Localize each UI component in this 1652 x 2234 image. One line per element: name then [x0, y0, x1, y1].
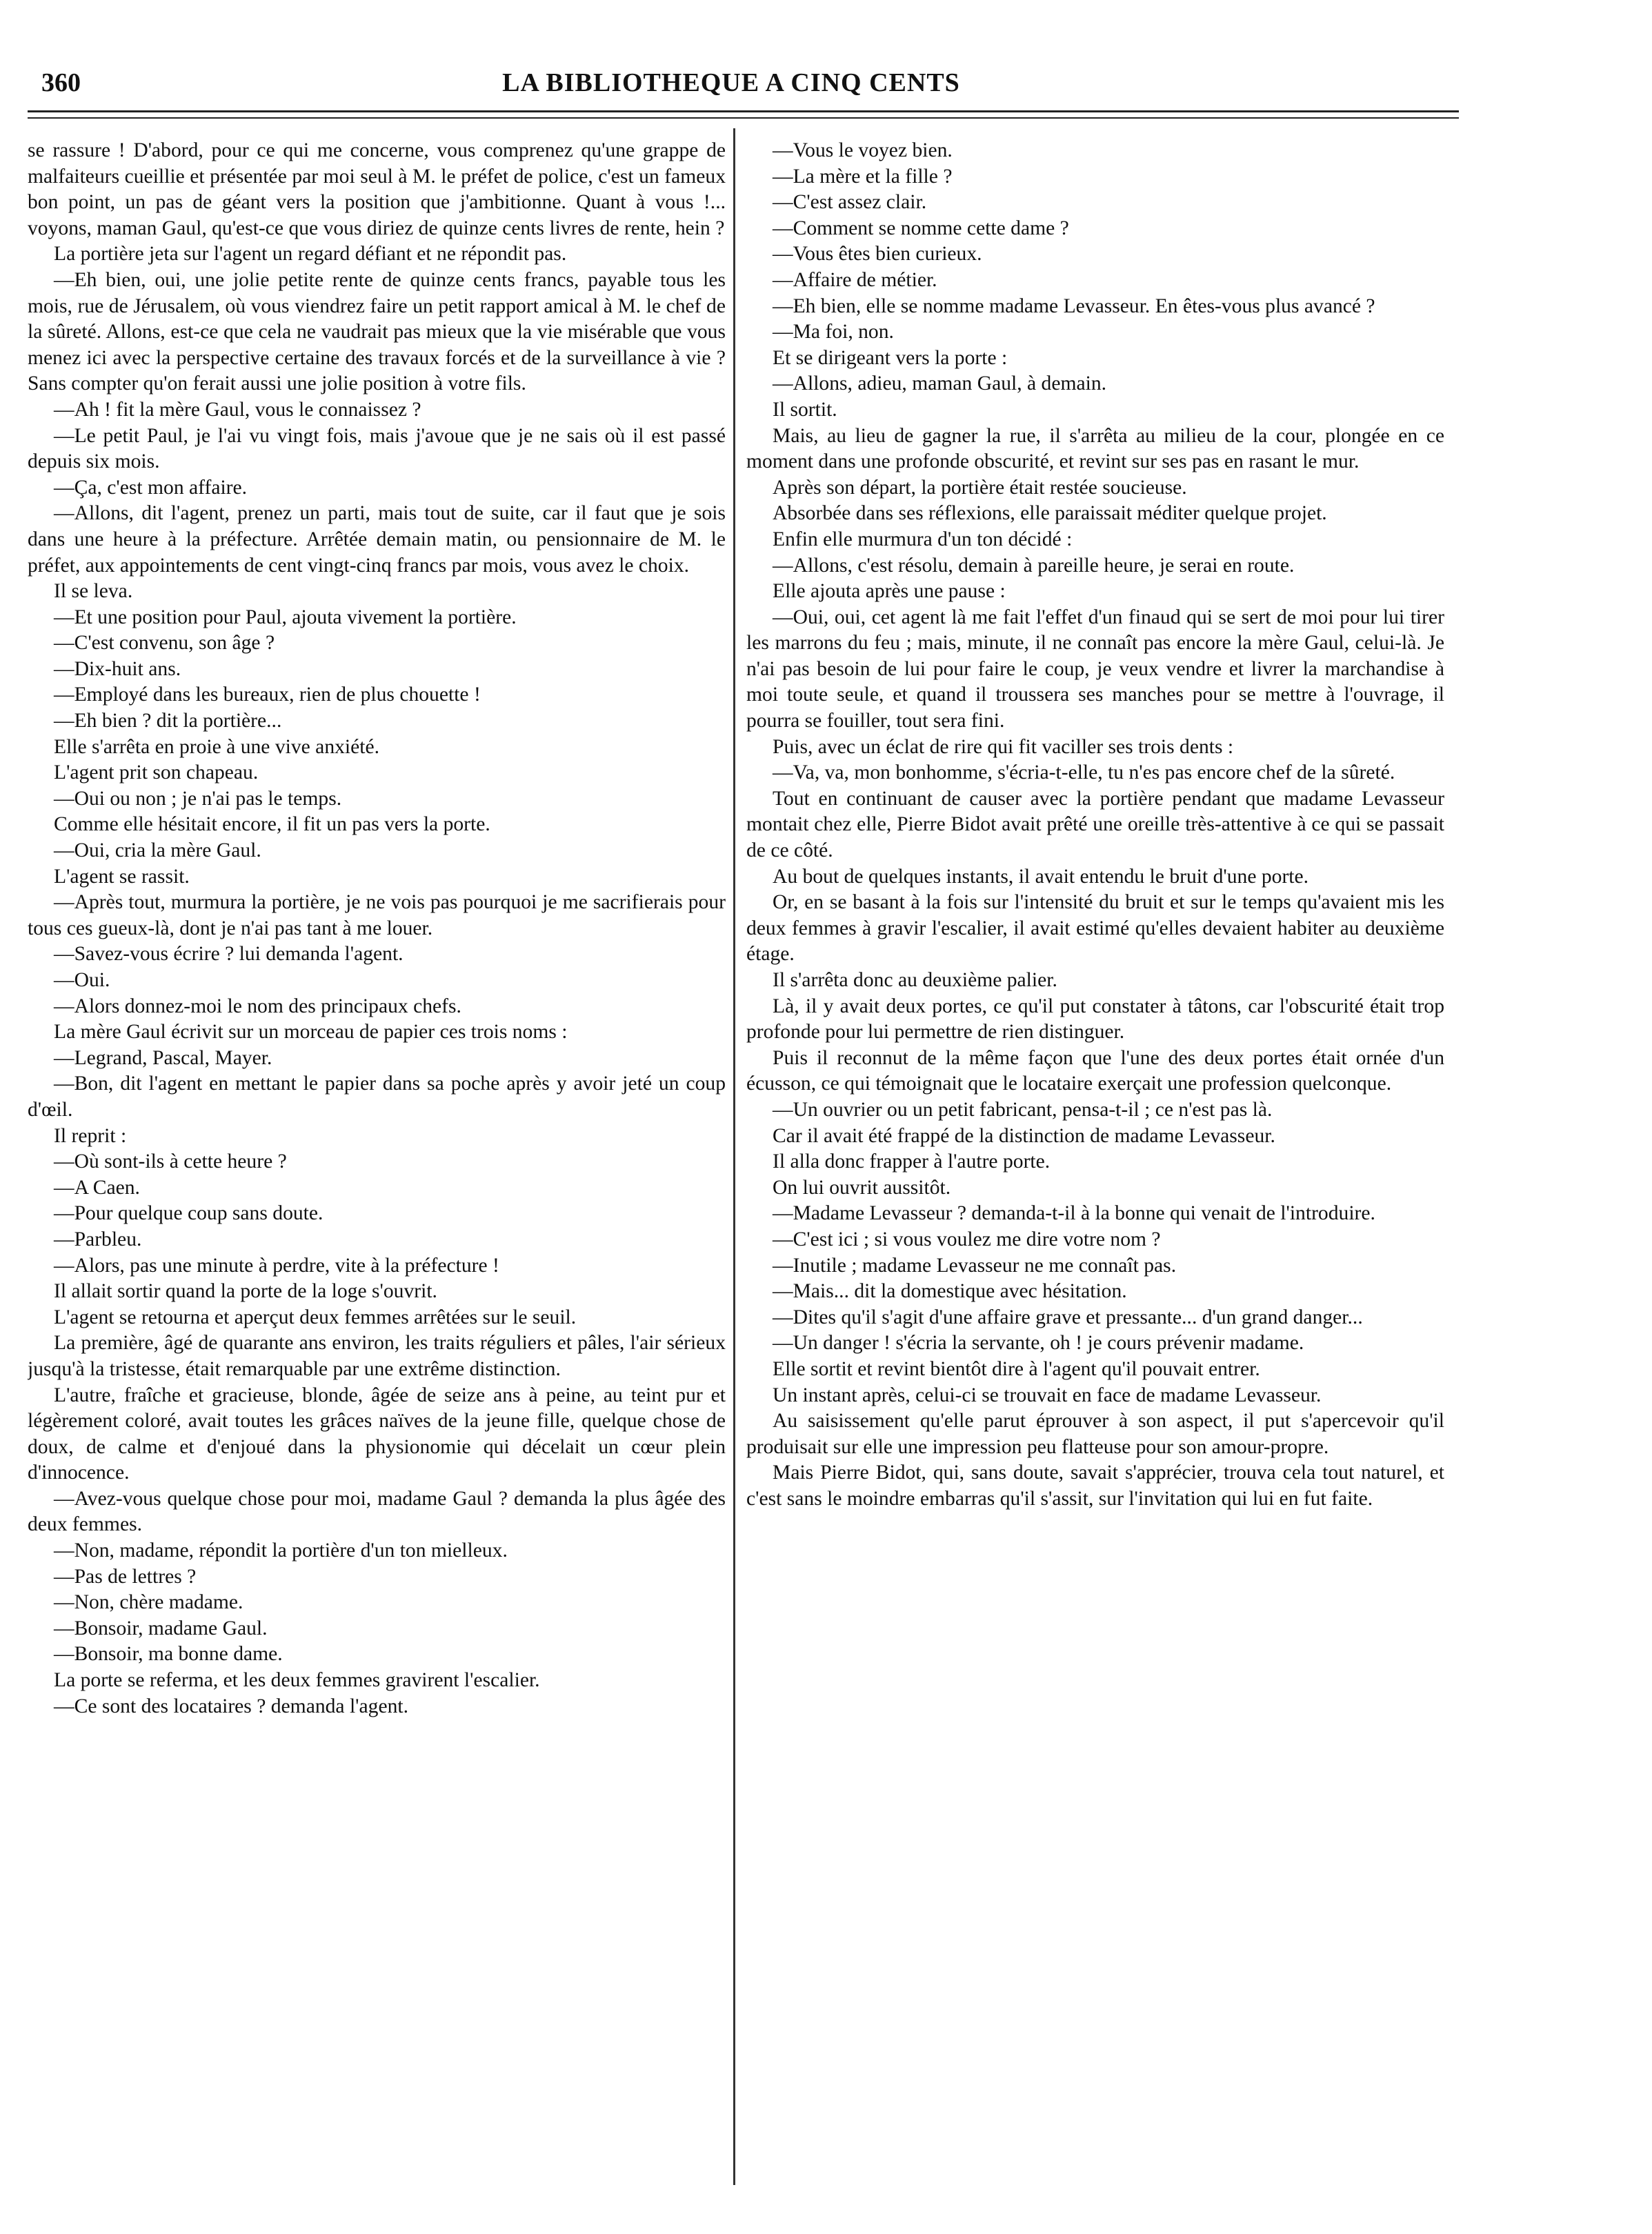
paragraph: —Alors, pas une minute à perdre, vite à la préfecture !	[54, 1254, 499, 1277]
paragraph: Après son départ, la portière était restée soucieuse.	[773, 476, 1187, 499]
paragraph: Elle ajouta après une pause :	[773, 580, 1006, 603]
paragraph: Or, en se basant à la fois sur l'intensité du bruit et sur le temps qu'avaient mis les deux femmes à gravir l'escalier, il avait estimé qu'elles devaient habiter au deuxième étage.	[746, 891, 1444, 966]
left-column	[28, 138, 726, 2193]
paragraph: Il reprit :	[54, 1124, 127, 1147]
paragraph: —Allons, dit l'agent, prenez un parti, mais tout de suite, car il faut que je sois dans une heure à la préfecture. Arrêtée demain matin, ou pensionnaire de M. le préfet, aux appointements de cent vingt-cinq francs par mois, vous avez le choix.	[28, 502, 726, 577]
paragraph: —A Caen.	[54, 1176, 140, 1199]
paragraph: —Pour quelque coup sans doute.	[54, 1202, 324, 1225]
paragraph: La porte se referma, et les deux femmes gravirent l'escalier.	[54, 1669, 540, 1692]
paragraph: —Ah ! fit la mère Gaul, vous le connaissez ?	[54, 398, 421, 421]
paragraph: —Dites qu'il s'agit d'une affaire grave et pressante... d'un grand danger...	[773, 1306, 1363, 1328]
column-divider	[733, 128, 735, 2185]
paragraph: —Comment se nomme cette dame ?	[773, 217, 1069, 239]
paragraph: —Madame Levasseur ? demanda-t-il à la bonne qui venait de l'introduire.	[773, 1202, 1375, 1225]
header-rule-bottom	[28, 117, 1459, 119]
paragraph: Il alla donc frapper à l'autre porte.	[773, 1150, 1051, 1173]
paragraph: —Parbleu.	[54, 1228, 142, 1250]
paragraph: —C'est assez clair.	[773, 191, 927, 214]
paragraph: Absorbée dans ses réflexions, elle paraissait méditer quelque projet.	[773, 502, 1327, 525]
paragraph: —Oui, cria la mère Gaul.	[54, 839, 261, 862]
paragraph: La portière jeta sur l'agent un regard défiant et ne répondit pas.	[54, 243, 567, 266]
paragraph: Puis il reconnut de la même façon que l'une des deux portes était ornée d'un écusson, ce qui témoignait que le locataire exerçait une profession quelconque.	[746, 1046, 1444, 1095]
paragraph: —Non, chère madame.	[54, 1591, 243, 1614]
paragraph: —Bon, dit l'agent en mettant le papier dans sa poche après y avoir jeté un coup d'œil.	[28, 1073, 726, 1121]
paragraph: —Savez-vous écrire ? lui demanda l'agent.	[54, 943, 404, 966]
paragraph: —Vous le voyez bien.	[773, 139, 953, 161]
paragraph: Enfin elle murmura d'un ton décidé :	[773, 528, 1073, 550]
paragraph: —Où sont-ils à cette heure ?	[54, 1150, 287, 1173]
paragraph: —Ma foi, non.	[773, 321, 894, 343]
paragraph: —Après tout, murmura la portière, je ne vois pas pourquoi je me sacrifierais pour tous ces gueux-là, dont je n'ai pas tant à me louer.	[28, 891, 726, 939]
paragraph: —Pas de lettres ?	[54, 1565, 197, 1588]
paragraph: —Affaire de métier.	[773, 268, 937, 291]
running-header	[28, 68, 1435, 109]
paragraph: —Eh bien ? dit la portière...	[54, 710, 282, 732]
paragraph: —Un ouvrier ou un petit fabricant, pensa-t-il ; ce n'est pas là.	[773, 1098, 1273, 1121]
paragraph: —Vous êtes bien curieux.	[773, 243, 982, 266]
paragraph: —Oui ou non ; je n'ai pas le temps.	[54, 787, 342, 810]
paragraph: L'agent se rassit.	[54, 865, 190, 888]
paragraph: Elle s'arrêta en proie à une vive anxiété.	[54, 735, 380, 758]
paragraph: La première, âgé de quarante ans environ, les traits réguliers et pâles, l'air sérieux jusqu'à la tristesse, était remarquable par une extrême distinction.	[28, 1332, 726, 1380]
paragraph: L'agent prit son chapeau.	[54, 761, 259, 784]
paragraph: se rassure ! D'abord, pour ce qui me concerne, vous comprenez qu'une grappe de malfaiteurs cueillie et présentée par moi seul à M. le préfet de police, c'est un fameux bon point, un pas de géant vers la position que j'ambitionne. Quant à vous !... voyons, maman Gaul, qu'est-ce que vous diriez de quinze cents livres de rente, hein ?	[28, 139, 726, 239]
paragraph: Au saisissement qu'elle parut éprouver à son aspect, il put s'apercevoir qu'il produisait sur elle une impression peu flatteuse pour son amour-propre.	[746, 1410, 1444, 1458]
paragraph: —Le petit Paul, je l'ai vu vingt fois, mais j'avoue que je ne sais où il est passé depuis six mois.	[28, 424, 726, 473]
paragraph: —Inutile ; madame Levasseur ne me connaît pas.	[773, 1254, 1177, 1277]
paragraph: Un instant après, celui-ci se trouvait en face de madame Levasseur.	[773, 1384, 1322, 1406]
paragraph: Il allait sortir quand la porte de la loge s'ouvrit.	[54, 1280, 437, 1303]
paragraph: On lui ouvrit aussitôt.	[773, 1176, 951, 1199]
paragraph: Puis, avec un éclat de rire qui fit vaciller ses trois dents :	[773, 735, 1234, 758]
paragraph: Elle sortit et revint bientôt dire à l'agent qu'il pouvait entrer.	[773, 1357, 1260, 1380]
paragraph: —Bonsoir, ma bonne dame.	[54, 1643, 283, 1666]
paragraph: —Avez-vous quelque chose pour moi, madame Gaul ? demanda la plus âgée des deux femmes.	[28, 1487, 726, 1536]
running-title: LA BIBLIOTHEQUE A CINQ CENTS	[502, 68, 960, 97]
paragraph: Car il avait été frappé de la distinction de madame Levasseur.	[773, 1124, 1275, 1147]
paragraph: —Legrand, Pascal, Mayer.	[54, 1046, 272, 1069]
paragraph: —Non, madame, répondit la portière d'un ton mielleux.	[54, 1539, 508, 1562]
paragraph: —C'est ici ; si vous voulez me dire votre nom ?	[773, 1228, 1161, 1250]
paragraph: L'agent se retourna et aperçut deux femmes arrêtées sur le seuil.	[54, 1306, 577, 1328]
paragraph: Comme elle hésitait encore, il fit un pas vers la porte.	[54, 813, 490, 836]
paragraph: —Allons, c'est résolu, demain à pareille heure, je serai en route.	[773, 554, 1295, 577]
paragraph: Tout en continuant de causer avec la portière pendant que madame Levasseur montait chez elle, Pierre Bidot avait prêté une oreille très-attentive à ce qui se passait de ce côté.	[746, 787, 1444, 862]
paragraph: —Dix-huit ans.	[54, 657, 181, 680]
paragraph: Et se dirigeant vers la porte :	[773, 346, 1008, 369]
paragraph: La mère Gaul écrivit sur un morceau de papier ces trois noms :	[54, 1021, 568, 1044]
paragraph: Il sortit.	[773, 398, 837, 421]
paragraph: —Eh bien, oui, une jolie petite rente de quinze cents francs, payable tous les mois, rue de Jérusalem, où vous viendrez faire un petit rapport amical à M. le chef de la sûreté. Allons, est-ce que cela ne vaudrait pas mieux que la vie misérable que vous menez ici avec la perspective certaine des travaux forcés et de la surveillance à vie ? Sans compter qu'on ferait aussi une jolie position à votre fils.	[28, 268, 726, 395]
paragraph: —Allons, adieu, maman Gaul, à demain.	[773, 372, 1107, 395]
paragraph: Mais, au lieu de gagner la rue, il s'arrêta au milieu de la cour, plongée en ce moment dans une profonde obscurité, et revint sur ses pas en rasant le mur.	[746, 424, 1444, 473]
header-rule-top	[28, 110, 1459, 112]
paragraph: —Alors donnez-moi le nom des principaux chefs.	[54, 995, 461, 1017]
paragraph: Là, il y avait deux portes, ce qu'il put constater à tâtons, car l'obscurité était trop profonde pour lui permettre de rien distinguer.	[746, 995, 1444, 1044]
paragraph: —Oui, oui, cet agent là me fait l'effet d'un finaud qui se sert de moi pour lui tirer les marrons du feu ; mais, minute, il ne connaît pas encore la mère Gaul, celui-là. Je n'ai pas besoin de lui pour faire le coup, je veux vendre et livrer la marchandise à moi toute seule, et quand il troussera ses manches pour se mettre à l'ouvrage, il pourra se fouiller, tout sera fini.	[746, 606, 1444, 732]
paragraph: Mais Pierre Bidot, qui, sans doute, savait s'apprécier, trouva cela tout naturel, et c'est sans le moindre embarras qu'il s'assit, sur l'invitation qui lui en fut faite.	[746, 1462, 1444, 1510]
paragraph: —Ce sont des locataires ? demanda l'agent.	[54, 1695, 409, 1717]
paragraph: —Eh bien, elle se nomme madame Levasseur. En êtes-vous plus avancé ?	[773, 295, 1375, 317]
paragraph: —Ça, c'est mon affaire.	[54, 476, 248, 499]
paragraph: —Va, va, mon bonhomme, s'écria-t-elle, tu n'es pas encore chef de la sûreté.	[773, 761, 1395, 784]
paragraph: L'autre, fraîche et gracieuse, blonde, âgée de seize ans à peine, au teint pur et légèrement coloré, avait toutes les grâces naïves de la jeune fille, quelque chose de doux, de calme et d'enjoué dans la physionomie qui décelait un cœur plein d'innocence.	[28, 1384, 726, 1484]
right-column	[746, 138, 1444, 2193]
page-number: 360	[41, 68, 81, 97]
paragraph: —Oui.	[54, 969, 110, 991]
paragraph: —Et une position pour Paul, ajouta vivement la portière.	[54, 606, 517, 628]
paragraph: —La mère et la fille ?	[773, 165, 953, 188]
paragraph: —Bonsoir, madame Gaul.	[54, 1617, 268, 1639]
paragraph: —Un danger ! s'écria la servante, oh ! je cours prévenir madame.	[773, 1332, 1304, 1355]
paragraph: Il se leva.	[54, 580, 133, 603]
paragraph: —C'est convenu, son âge ?	[54, 632, 275, 655]
paragraph: —Mais... dit la domestique avec hésitation.	[773, 1280, 1127, 1303]
paragraph: Il s'arrêta donc au deuxième palier.	[773, 969, 1057, 991]
paragraph: Au bout de quelques instants, il avait entendu le bruit d'une porte.	[773, 865, 1309, 888]
paragraph: —Employé dans les bureaux, rien de plus chouette !	[54, 684, 481, 706]
